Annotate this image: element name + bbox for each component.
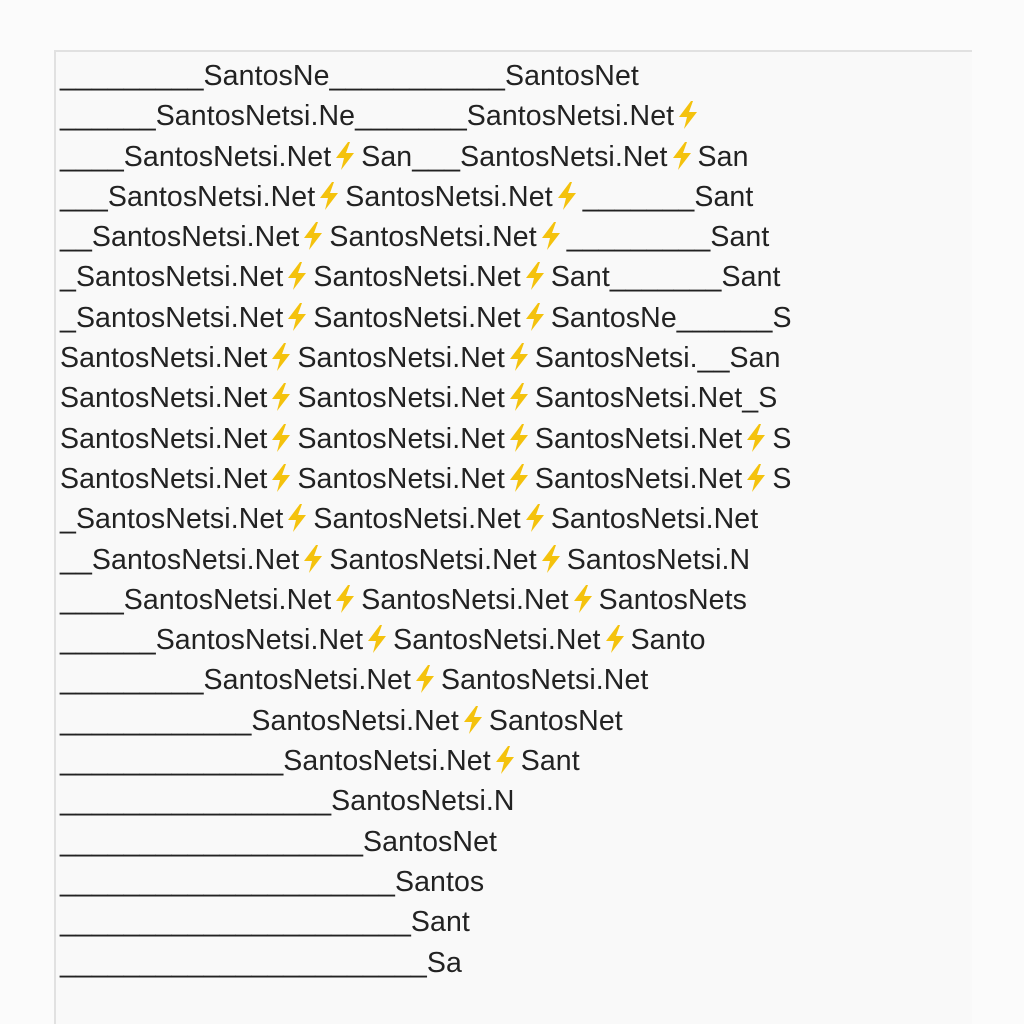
note-line-text: SantosNetsi.Net: [534, 422, 743, 455]
high-voltage-icon: [523, 302, 547, 332]
high-voltage-icon: [523, 261, 547, 291]
note-line-text: SantosNetsi.Net: [60, 382, 268, 415]
note-text: [60, 56, 792, 983]
high-voltage-icon: [461, 705, 485, 735]
note-line: [60, 177, 792, 217]
note-line-text: _________________SantosNetsi.N: [60, 785, 515, 818]
note-line-text: _SantosNetsi.Net: [60, 301, 284, 334]
note-line: [60, 862, 792, 902]
note-line: [60, 378, 792, 418]
note-line: [60, 620, 792, 660]
high-voltage-icon: [744, 463, 768, 493]
high-voltage-icon: [285, 261, 309, 291]
note-line-text: S: [772, 462, 792, 495]
note-line-text: __SantosNetsi.Net: [60, 221, 300, 254]
note-line-text: ______SantosNetsi.Ne_______SantosNetsi.Net: [60, 100, 675, 133]
high-voltage-icon: [285, 302, 309, 332]
note-line: [60, 902, 792, 942]
note-line: [60, 137, 792, 177]
high-voltage-icon: [333, 584, 357, 614]
note-line-text: SantosNetsi.Net: [60, 422, 268, 455]
note-line-text: Sant: [520, 745, 580, 778]
note-line-text: SantosNetsi.Net: [313, 301, 521, 334]
note-line-text: SantosNetsi.Net: [345, 180, 553, 213]
note-line-text: San: [697, 140, 749, 173]
note-line-text: Sant_______Sant: [550, 261, 781, 294]
high-voltage-icon: [333, 141, 357, 171]
note-line: [60, 96, 792, 136]
note-line-text: SantosNe______S: [550, 301, 792, 334]
note-line-text: ____SantosNetsi.Net: [60, 140, 332, 173]
note-line-text: ___________________SantosNet: [60, 825, 498, 858]
note-line-text: SantosNetsi.Net: [297, 422, 505, 455]
note-line: [60, 540, 792, 580]
note-line-text: SantosNetsi.Net: [550, 503, 759, 536]
note-line-text: SantosNetsi.N: [566, 543, 751, 576]
note-line-text: _SantosNetsi.Net: [60, 503, 284, 536]
note-line-text: _SantosNetsi.Net: [60, 261, 284, 294]
note-line-text: __SantosNetsi.Net: [60, 543, 300, 576]
note-line-text: SantosNetsi.Net: [297, 382, 505, 415]
note-line: [60, 217, 792, 257]
note-line: [60, 822, 792, 862]
high-voltage-icon: [269, 423, 293, 453]
note-line: [60, 781, 792, 821]
note-line: [60, 56, 792, 96]
note-line-text: SantosNet: [488, 704, 623, 737]
high-voltage-icon: [571, 584, 595, 614]
note-line-text: SantosNetsi.Net: [329, 221, 537, 254]
high-voltage-icon: [670, 141, 694, 171]
high-voltage-icon: [285, 503, 309, 533]
high-voltage-icon: [365, 624, 389, 654]
note-line-text: SantosNetsi.Net: [297, 462, 505, 495]
note-line-text: _______Sant: [582, 180, 754, 213]
note-line: [60, 419, 792, 459]
note-line: [60, 580, 792, 620]
note-line: [60, 459, 792, 499]
note-line-text: _________Sant: [566, 221, 770, 254]
high-voltage-icon: [744, 423, 768, 453]
high-voltage-icon: [493, 745, 517, 775]
note-line: [60, 741, 792, 781]
high-voltage-icon: [507, 423, 531, 453]
note-line-text: ____SantosNetsi.Net: [60, 583, 332, 616]
note-line-text: _____________________Santos: [60, 865, 485, 898]
note-line-text: ______________SantosNetsi.Net: [60, 745, 491, 778]
high-voltage-icon: [507, 382, 531, 412]
note-line-text: _______________________Sa: [60, 946, 462, 979]
high-voltage-icon: [413, 664, 437, 694]
note-line-text: SantosNetsi.Net: [440, 664, 649, 697]
note-line: [60, 257, 792, 297]
note-line-text: SantosNetsi.Net: [313, 503, 521, 536]
note-line: [60, 943, 792, 983]
note-line-text: SantosNetsi.Net: [329, 543, 537, 576]
note-line-text: SantosNetsi.Net: [534, 462, 743, 495]
high-voltage-icon: [301, 544, 325, 574]
note-line: [60, 701, 792, 741]
high-voltage-icon: [269, 342, 293, 372]
note-line-text: _________SantosNe___________SantosNet: [60, 60, 639, 92]
high-voltage-icon: [301, 221, 325, 251]
high-voltage-icon: [507, 342, 531, 372]
high-voltage-icon: [555, 181, 579, 211]
note-line-text: Santo: [630, 624, 706, 657]
text-note-panel[interactable]: [54, 50, 972, 1024]
note-line: [60, 499, 792, 539]
note-line-text: ___SantosNetsi.Net: [60, 180, 316, 213]
note-line-text: ____________SantosNetsi.Net: [60, 704, 459, 737]
note-line-text: SantosNetsi.Net: [313, 261, 521, 294]
high-voltage-icon: [269, 382, 293, 412]
high-voltage-icon: [676, 100, 700, 130]
high-voltage-icon: [539, 221, 563, 251]
note-line-text: SantosNetsi.Net: [361, 583, 569, 616]
note-line-text: SantosNets: [598, 583, 748, 616]
note-line: [60, 298, 792, 338]
note-line-text: SantosNetsi.Net: [393, 624, 601, 657]
note-line-text: S: [772, 422, 792, 455]
note-line: [60, 338, 792, 378]
note-line-text: _________SantosNetsi.Net: [60, 664, 411, 697]
note-line-text: SantosNetsi.Net: [297, 342, 505, 375]
note-line-text: ______SantosNetsi.Net: [60, 624, 364, 657]
note-line-text: SantosNetsi.Net: [60, 342, 268, 375]
note-line-text: SantosNetsi.Net_S: [534, 382, 778, 415]
note-line-text: San___SantosNetsi.Net: [361, 140, 668, 173]
note-line: [60, 660, 792, 700]
note-line-text: ______________________Sant: [60, 906, 470, 939]
high-voltage-icon: [603, 624, 627, 654]
note-line-text: SantosNetsi.Net: [60, 462, 268, 495]
high-voltage-icon: [539, 544, 563, 574]
high-voltage-icon: [317, 181, 341, 211]
high-voltage-icon: [523, 503, 547, 533]
note-line-text: SantosNetsi.__San: [534, 342, 781, 375]
high-voltage-icon: [507, 463, 531, 493]
high-voltage-icon: [269, 463, 293, 493]
